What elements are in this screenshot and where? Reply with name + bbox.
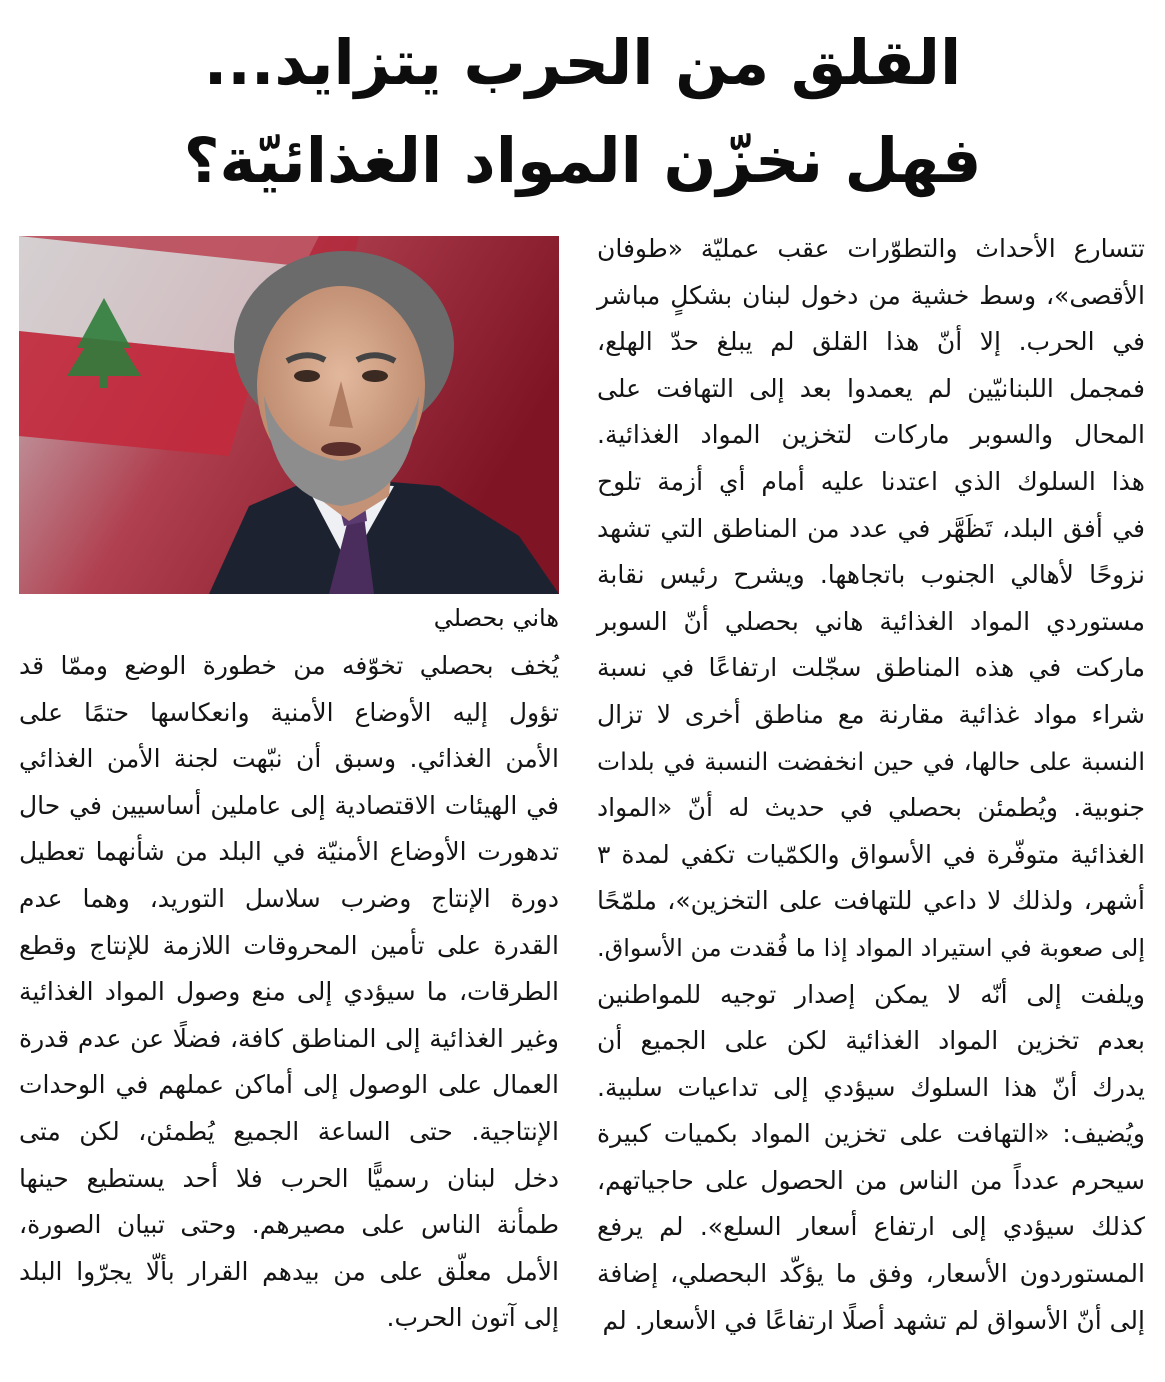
- article-line: ويُضيف: «التهافت على تخزين المواد بكميات كبيرة: [597, 1119, 1145, 1149]
- article-line: هذا السلوك الذي اعتدنا عليه أمام أي أزمة تلوح: [597, 466, 1145, 496]
- article-headline: [0, 14, 1165, 210]
- article-line: دورة الإنتاج وضرب سلاسل التوريد، وهما عدم: [19, 883, 559, 913]
- article-line: الأمن الغذائي. وسبق أن نبّهت لجنة الأمن الغذائي: [19, 744, 559, 774]
- article-line: جنوبية. ويُطمئن بحصلي في حديث له أنّ «المواد: [597, 793, 1145, 823]
- article-line: ويلفت إلى أنّه لا يمكن إصدار توجيه للمواطنين: [597, 979, 1145, 1009]
- article-line: القدرة على تأمين المحروقات اللازمة للإنتاج وقطع: [19, 930, 559, 960]
- article-photo: [19, 236, 559, 594]
- article-line: إلى أنّ الأسواق لم تشهد أصلًا ارتفاعًا في الأسعار. لم: [602, 1305, 1145, 1335]
- headline-line-1: القلق من الحرب يتزايد...: [203, 26, 962, 99]
- article-line: العمال على الوصول إلى أماكن عملهم في الوحدات: [19, 1070, 559, 1100]
- article-line: مستوردي المواد الغذائية هاني بحصلي أنّ السوبر: [597, 606, 1145, 636]
- headline-line-2: فهل نخزّن المواد الغذائيّة؟: [183, 124, 982, 197]
- portrait-illustration: [19, 236, 559, 594]
- article-line: في أفق البلد، تَظَهَّر في عدد من المناطق التي تشهد: [597, 513, 1145, 543]
- article-line: في الحرب. إلا أنّ هذا القلق لم يبلغ حدّ الهلع،: [597, 327, 1145, 357]
- article-line: ماركت في هذه المناطق سجّلت ارتفاعًا في نسبة: [597, 653, 1145, 683]
- article-line: كذلك سيؤدي إلى ارتفاع أسعار السلع». لم يرفع: [597, 1212, 1145, 1242]
- article-line: وغير الغذائية إلى المناطق كافة، فضلًا عن عدم قدرة: [19, 1023, 559, 1053]
- article-line: إلى آتون الحرب.: [386, 1303, 559, 1333]
- article-line: بعدم تخزين المواد الغذائية لكن على الجميع أن: [597, 1026, 1145, 1056]
- article-line: دخل لبنان رسميًّا الحرب فلا أحد يستطيع حينها: [19, 1163, 559, 1193]
- article-line: أشهر، ولذلك لا داعي للتهافت على التخزين»، ملمّحًا: [597, 886, 1145, 916]
- article-line: في الهيئات الاقتصادية إلى عاملين أساسيين في حال: [19, 790, 559, 820]
- article-line: فمجمل اللبنانيّين لم يعمدوا بعد إلى التهافت على: [597, 373, 1145, 403]
- article-line: شراء مواد غذائية مقارنة مع مناطق أخرى لا تزال: [597, 699, 1145, 729]
- article-line: نزوحًا لأهالي الجنوب باتجاهها. ويشرح رئيس نقابة: [597, 560, 1145, 590]
- article-column-right: [597, 226, 1145, 1344]
- article-line: طمأنة الناس على مصيرهم. وحتى تبيان الصورة،: [19, 1210, 559, 1240]
- article-line: يدرك أنّ هذا السلوك سيؤدي إلى تداعيات سلبية.: [597, 1072, 1145, 1102]
- article-line: تتسارع الأحداث والتطوّرات عقب عمليّة «طوفان: [597, 234, 1145, 263]
- article-line: سيحرم عدداً من الناس من الحصول على حاجياتهم،: [597, 1165, 1145, 1195]
- article-line: النسبة على حالها، في حين انخفضت النسبة في بلدات: [597, 746, 1145, 776]
- photo-caption: هاني بحصلي: [433, 604, 559, 632]
- article-line: الطرقات، ما سيؤدي إلى منع وصول المواد الغذائية: [19, 977, 559, 1007]
- article-line: الأمل معلّق على من بيدهم القرار بألّا يجرّوا البلد: [19, 1256, 559, 1286]
- article-line: يُخف بحصلي تخوّفه من خطورة الوضع وممّا قد: [19, 651, 559, 680]
- article-line: إلى صعوبة في استيراد المواد إذا ما فُقدت من الأسواق.: [597, 933, 1145, 962]
- article-line: تدهورت الأوضاع الأمنيّة في البلد من شأنهما تعطيل: [19, 837, 559, 867]
- article-line: المحال والسوبر ماركات لتخزين المواد الغذائية.: [597, 420, 1145, 450]
- article-line: الإنتاجية. حتى الساعة الجميع يُطمئن، لكن متى: [19, 1116, 559, 1146]
- article-line: المستوردون الأسعار، وفق ما يؤكّد البحصلي، إضافة: [597, 1259, 1145, 1289]
- article-line: الأقصى»، وسط خشية من دخول لبنان بشكلٍ مباشر: [597, 280, 1145, 310]
- article-line: الغذائية متوفّرة في الأسواق والكمّيات تكفي لمدة ٣: [597, 839, 1145, 869]
- article-column-left: [19, 643, 559, 1342]
- article-line: تؤول إليه الأوضاع الأمنية وانعكاسها حتمًا على: [19, 697, 559, 727]
